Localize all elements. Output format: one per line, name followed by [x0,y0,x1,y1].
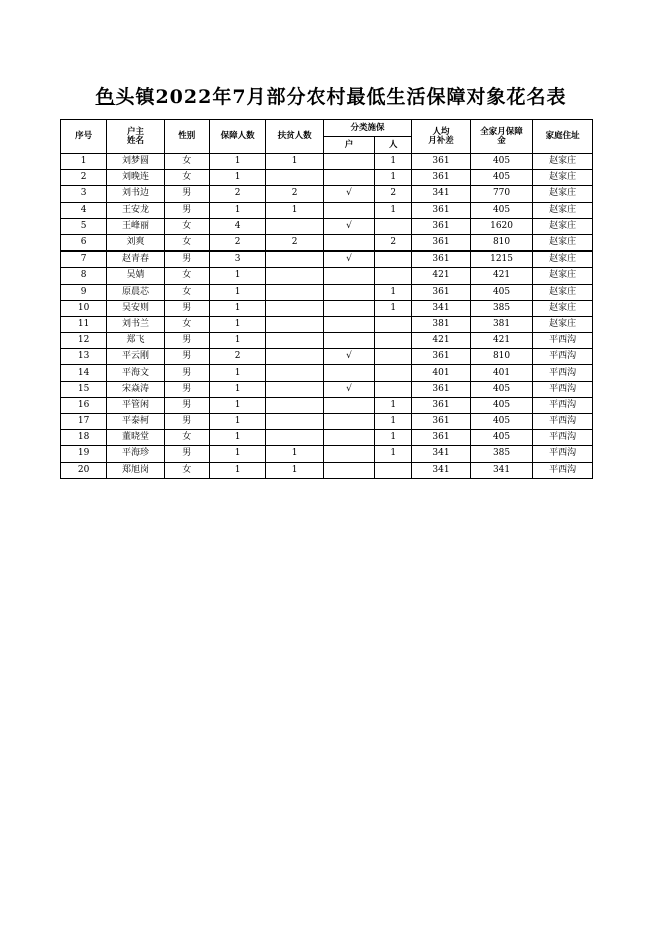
cell-subsidy: 341 [412,186,471,202]
cell-gender: 男 [164,446,209,462]
cell-person [375,349,412,365]
table-row [61,218,593,234]
cell-address: 平西沟 [533,397,593,413]
cell-seq: 2 [61,170,107,186]
cell-covered: 1 [209,268,265,284]
cell-name: 原晨芯 [107,284,165,300]
cell-gender: 男 [164,365,209,381]
cell-covered: 1 [209,446,265,462]
table-row [61,154,593,170]
cell-poverty [266,381,324,397]
cell-gender: 女 [164,170,209,186]
cell-person [375,251,412,268]
header-subsidy-line1: 人均 [432,127,450,137]
cell-person: 1 [375,202,412,218]
cell-covered: 1 [209,430,265,446]
cell-gender: 女 [164,218,209,234]
cell-seq: 19 [61,446,107,462]
cell-covered: 1 [209,170,265,186]
cell-total: 1620 [470,218,533,234]
table-row [61,414,593,430]
cell-covered: 2 [209,186,265,202]
cell-seq: 1 [61,154,107,170]
table-row [61,462,593,478]
cell-covered: 1 [209,397,265,413]
cell-covered: 1 [209,333,265,349]
table-header [61,120,593,154]
cell-address: 赵家庄 [533,316,593,332]
cell-subsidy: 361 [412,381,471,397]
cell-seq: 17 [61,414,107,430]
cell-person: 1 [375,414,412,430]
table-row [61,234,593,251]
cell-name: 刘书边 [107,186,165,202]
cell-address: 赵家庄 [533,186,593,202]
cell-household [323,414,374,430]
cell-subsidy: 361 [412,430,471,446]
cell-covered: 3 [209,251,265,268]
table-row [61,430,593,446]
cell-covered: 1 [209,414,265,430]
cell-subsidy: 381 [412,316,471,332]
cell-seq: 9 [61,284,107,300]
cell-poverty [266,300,324,316]
cell-seq: 7 [61,251,107,268]
cell-covered: 2 [209,349,265,365]
header-total [470,120,533,154]
cell-person [375,218,412,234]
cell-address: 赵家庄 [533,300,593,316]
cell-total: 810 [470,349,533,365]
cell-covered: 1 [209,154,265,170]
cell-poverty: 1 [266,446,324,462]
cell-seq: 16 [61,397,107,413]
table-row [61,446,593,462]
table-row [61,349,593,365]
cell-total: 405 [470,381,533,397]
cell-person [375,268,412,284]
cell-person: 1 [375,446,412,462]
cell-total: 770 [470,186,533,202]
cell-name: 刘爽 [107,234,165,251]
cell-name: 平管闲 [107,397,165,413]
cell-household [323,397,374,413]
cell-person [375,333,412,349]
cell-covered: 1 [209,381,265,397]
cell-address: 平西沟 [533,365,593,381]
table-row [61,397,593,413]
cell-household [323,316,374,332]
cell-seq: 6 [61,234,107,251]
table-row [61,170,593,186]
cell-gender: 男 [164,202,209,218]
cell-poverty: 2 [266,234,324,251]
cell-address: 平西沟 [533,381,593,397]
cell-subsidy: 341 [412,446,471,462]
cell-person: 1 [375,397,412,413]
cell-subsidy: 361 [412,349,471,365]
cell-subsidy: 421 [412,333,471,349]
cell-total: 381 [470,316,533,332]
cell-name: 吴安则 [107,300,165,316]
cell-address: 赵家庄 [533,218,593,234]
cell-gender: 男 [164,300,209,316]
cell-gender: 女 [164,284,209,300]
cell-seq: 12 [61,333,107,349]
cell-name: 郑旭岗 [107,462,165,478]
header-covered: 保障人数 [209,120,265,154]
table-row [61,381,593,397]
cell-address: 赵家庄 [533,234,593,251]
cell-name: 平海珍 [107,446,165,462]
cell-address: 赵家庄 [533,170,593,186]
table-row [61,333,593,349]
header-address: 家庭住址 [533,120,593,154]
cell-household [323,300,374,316]
cell-gender: 女 [164,430,209,446]
cell-name: 刘书兰 [107,316,165,332]
cell-total: 401 [470,365,533,381]
cell-total: 421 [470,268,533,284]
cell-seq: 18 [61,430,107,446]
cell-total: 405 [470,414,533,430]
cell-gender: 女 [164,154,209,170]
cell-household: √ [323,251,374,268]
cell-household: √ [323,381,374,397]
table-row [61,186,593,202]
cell-address: 平西沟 [533,349,593,365]
cell-poverty [266,349,324,365]
cell-poverty: 1 [266,154,324,170]
cell-address: 平西沟 [533,462,593,478]
cell-household [323,170,374,186]
cell-poverty [266,284,324,300]
cell-address: 赵家庄 [533,154,593,170]
cell-subsidy: 361 [412,202,471,218]
cell-subsidy: 361 [412,170,471,186]
cell-poverty: 2 [266,186,324,202]
cell-person: 1 [375,300,412,316]
cell-household [323,365,374,381]
header-seq: 序号 [61,120,107,154]
cell-seq: 8 [61,268,107,284]
cell-total: 405 [470,170,533,186]
table-row [61,251,593,268]
cell-covered: 1 [209,300,265,316]
header-subsidy [412,120,471,154]
cell-person: 1 [375,284,412,300]
table-row [61,268,593,284]
cell-person: 1 [375,170,412,186]
cell-subsidy: 361 [412,284,471,300]
cell-name: 赵青春 [107,251,165,268]
cell-address: 平西沟 [533,414,593,430]
title-rest: 头镇2022年7月部分农村最低生活保障对象花名表 [115,86,567,108]
cell-address: 平西沟 [533,446,593,462]
header-cat-household: 户 [323,137,374,154]
cell-subsidy: 421 [412,268,471,284]
cell-total: 341 [470,462,533,478]
cell-total: 385 [470,446,533,462]
cell-subsidy: 361 [412,154,471,170]
cell-name: 王峰丽 [107,218,165,234]
cell-name: 刘晚连 [107,170,165,186]
table-row [61,202,593,218]
header-gender: 性别 [164,120,209,154]
cell-poverty: 1 [266,462,324,478]
cell-seq: 14 [61,365,107,381]
cell-address: 赵家庄 [533,202,593,218]
cell-poverty [266,251,324,268]
cell-household [323,430,374,446]
cell-subsidy: 361 [412,414,471,430]
cell-total: 385 [470,300,533,316]
cell-household: √ [323,186,374,202]
cell-subsidy: 401 [412,365,471,381]
header-subsidy-line2: 月补差 [428,135,454,146]
cell-seq: 20 [61,462,107,478]
cell-address: 赵家庄 [533,251,593,268]
cell-seq: 3 [61,186,107,202]
cell-name: 郑飞 [107,333,165,349]
cell-household [323,333,374,349]
cell-person [375,381,412,397]
cell-gender: 女 [164,234,209,251]
cell-name: 吴婧 [107,268,165,284]
cell-household [323,268,374,284]
cell-name: 平泰柯 [107,414,165,430]
cell-address: 平西沟 [533,430,593,446]
cell-poverty [266,316,324,332]
cell-subsidy: 361 [412,397,471,413]
cell-seq: 10 [61,300,107,316]
cell-total: 810 [470,234,533,251]
cell-seq: 5 [61,218,107,234]
cell-covered: 1 [209,284,265,300]
table-body [61,154,593,479]
cell-gender: 女 [164,462,209,478]
cell-name: 董晓堂 [107,430,165,446]
cell-total: 405 [470,154,533,170]
cell-subsidy: 361 [412,218,471,234]
cell-name: 刘梦圆 [107,154,165,170]
table-row [61,316,593,332]
table-row [61,300,593,316]
cell-address: 赵家庄 [533,284,593,300]
cell-poverty [266,268,324,284]
cell-subsidy: 341 [412,300,471,316]
cell-covered: 1 [209,202,265,218]
cell-gender: 男 [164,251,209,268]
cell-total: 405 [470,397,533,413]
cell-covered: 1 [209,316,265,332]
cell-covered: 1 [209,462,265,478]
cell-covered: 2 [209,234,265,251]
cell-seq: 11 [61,316,107,332]
cell-household [323,462,374,478]
title-first-char: 色 [95,86,116,108]
cell-person [375,316,412,332]
header-name [107,120,165,154]
cell-covered: 4 [209,218,265,234]
cell-name: 王安龙 [107,202,165,218]
cell-household [323,202,374,218]
table-row [61,284,593,300]
cell-gender: 男 [164,349,209,365]
cell-poverty [266,365,324,381]
cell-gender: 男 [164,381,209,397]
cell-subsidy: 361 [412,251,471,268]
cell-subsidy: 361 [412,234,471,251]
roster-table [60,119,593,479]
cell-gender: 男 [164,186,209,202]
cell-gender: 男 [164,333,209,349]
cell-household [323,154,374,170]
cell-name: 宋焱涛 [107,381,165,397]
cell-person: 2 [375,186,412,202]
header-cat-person: 人 [375,137,412,154]
header-name-line2: 姓名 [126,135,144,146]
cell-total: 405 [470,202,533,218]
page-title [0,82,662,109]
cell-person: 1 [375,154,412,170]
cell-seq: 4 [61,202,107,218]
cell-person [375,365,412,381]
cell-poverty [266,170,324,186]
cell-total: 405 [470,430,533,446]
cell-poverty [266,333,324,349]
cell-total: 421 [470,333,533,349]
cell-gender: 女 [164,268,209,284]
cell-person: 1 [375,430,412,446]
header-total-line2: 金 [497,135,506,146]
cell-household [323,284,374,300]
cell-gender: 女 [164,316,209,332]
cell-address: 赵家庄 [533,268,593,284]
cell-poverty [266,218,324,234]
table-row [61,365,593,381]
cell-poverty [266,414,324,430]
header-category: 分类施保 [323,120,411,137]
cell-total: 405 [470,284,533,300]
cell-household [323,446,374,462]
cell-subsidy: 341 [412,462,471,478]
cell-gender: 男 [164,397,209,413]
cell-total: 1215 [470,251,533,268]
cell-household: √ [323,349,374,365]
cell-seq: 13 [61,349,107,365]
cell-poverty [266,397,324,413]
cell-household [323,234,374,251]
cell-address: 平西沟 [533,333,593,349]
cell-person: 2 [375,234,412,251]
cell-seq: 15 [61,381,107,397]
cell-poverty: 1 [266,202,324,218]
cell-name: 平海文 [107,365,165,381]
cell-person [375,462,412,478]
header-poverty: 扶贫人数 [266,120,324,154]
cell-gender: 男 [164,414,209,430]
header-name-line1: 户主 [126,127,144,137]
cell-poverty [266,430,324,446]
header-total-line1: 全家月保障 [480,127,523,137]
cell-name: 平云刚 [107,349,165,365]
cell-covered: 1 [209,365,265,381]
cell-household: √ [323,218,374,234]
